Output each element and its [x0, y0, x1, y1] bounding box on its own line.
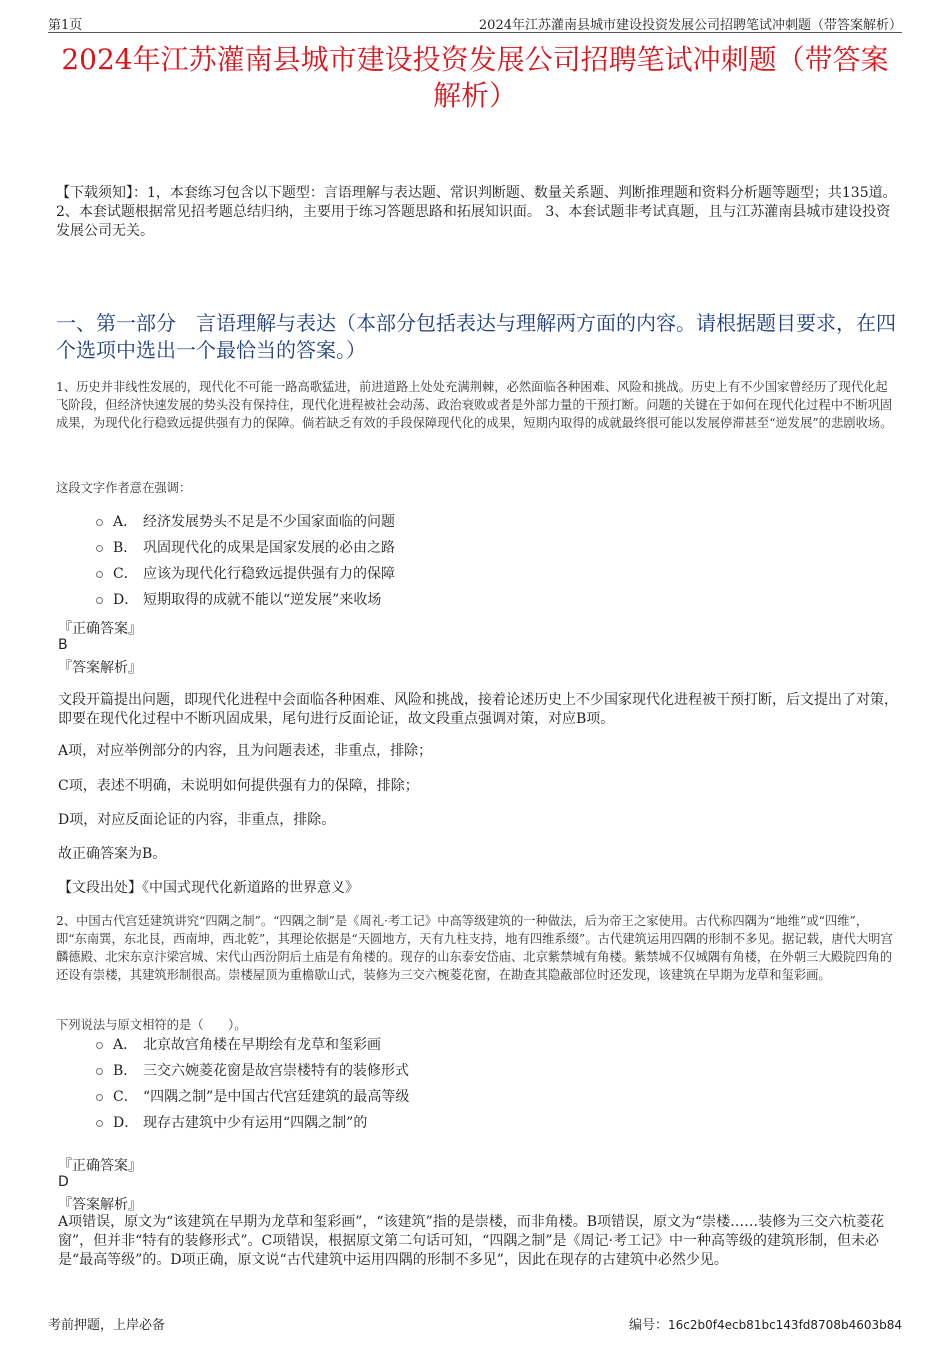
q2-analysis: A项错误，原文为“该建筑在早期为龙草和玺彩画”，“该建筑”指的是崇楼，而非角楼。B项错误，原文为“崇楼……装修为三交六杭菱花窗”，但并非“特有的装修形式”。C项错误，根据原文第二句话可知，“四隅之制”是《周记·考工记》中一种高等级的建筑形制，但未必是“最高等级”的。D项正确，原文说“古代建筑中运用四隅的形制不多见”，因此在现存的古建筑中必然少见。	[58, 1214, 885, 1268]
q1-analysis-a: A项，对应举例部分的内容，且为问题表述，非重点，排除；	[58, 743, 433, 759]
header-doc-title: 2024年江苏灌南县城市建设投资发展公司招聘笔试冲刺题（带答案解析）	[478, 18, 902, 33]
q1-answer-label: 『正确答案』	[58, 621, 142, 637]
page-title: 2024年江苏灌南县城市建设投资发展公司招聘笔试冲刺题（带答案解析）	[61, 43, 889, 112]
footer-code-value: 16c2b0f4ecb81bc143fd8708b4603b84	[667, 1318, 902, 1332]
header-page-number: 第1页	[48, 18, 83, 33]
footer-code-label: 编号：	[628, 1318, 668, 1333]
radio-icon[interactable]	[96, 545, 103, 552]
q1-option-b[interactable]: B． 巩固现代化的成果是国家发展的必由之路	[96, 537, 395, 557]
q1-analysis-para: 文段开篇提出问题，即现代化进程中会面临各种困难、风险和挑战，接着论述历史上不少国家现代化进程被干预打断，后文提出了对策，即要在现代化过程中不断巩固成果，尾句进行反面论证，故文段重点强调对策，对应B项。	[58, 692, 898, 727]
q2-analysis-label: 『答案解析』	[58, 1197, 142, 1213]
q2-option-b[interactable]: B． 三交六婉菱花窗是故宫崇楼特有的装修形式	[96, 1060, 409, 1080]
q1-answer: B	[58, 637, 68, 653]
radio-icon[interactable]	[96, 1120, 103, 1127]
radio-icon[interactable]	[96, 1094, 103, 1101]
radio-icon[interactable]	[96, 597, 103, 604]
footer-code	[629, 1314, 902, 1333]
q1-option-d[interactable]: D． 短期取得的成就不能以“逆发展”来收场	[96, 589, 381, 609]
section-heading: 一、第一部分 言语理解与表达（本部分包括表达与理解两方面的内容。请根据题目要求，在四个选项中选出一个最恰当的答案。）	[56, 311, 896, 362]
q2-option-d[interactable]: D． 现存古建筑中少有运用“四隅之制”的	[96, 1112, 367, 1132]
radio-icon[interactable]	[96, 1068, 103, 1075]
q1-conclusion: 故正确答案为B。	[58, 846, 167, 862]
q1-option-a[interactable]: A． 经济发展势头不足是不少国家面临的问题	[96, 511, 395, 531]
q1-analysis-c: C项，表述不明确，未说明如何提供强有力的保障，排除；	[58, 778, 419, 794]
q1-option-c[interactable]: C． 应该为现代化行稳致远提供强有力的保障	[96, 563, 395, 583]
q2-stem: 2、中国古代宫廷建筑讲究“四隅之制”。“四隅之制”是《周礼·考工记》中高等级建筑的一种做法，后为帝王之家使用。古代称四隅为“地维”或“四维”，即“东南巽，东北艮，西南坤，西北乾”，其理论依据是“天圆地方，天有九柱支持，地有四维系缀”。古代建筑运用四隅的形制不多见。据记载，唐代大明宫麟德殿、北宋东京汴梁宫城、宋代山西汾阴后土庙是有角楼的。现存的山东泰安岱庙、北京紫禁城有角楼。紫禁城不仅城隅有角楼，在外朝三大殿院四角的还设有崇楼，其建筑形制很高。崇楼屋顶为重檐歇山式，装修为三交六椀菱花窗，在勘查其隐蔽部位时还发现，该建筑在早期为龙草和玺彩画。	[56, 914, 893, 982]
q2-answer-label: 『正确答案』	[58, 1158, 142, 1174]
q2-prompt: 下列说法与原文相符的是（ ）。	[56, 1018, 247, 1032]
q1-source: 【文段出处】《中国式现代化新道路的世界意义》	[58, 880, 359, 896]
q1-stem: 1、历史并非线性发展的，现代化不可能一路高歌猛进，前进道路上处处充满荆棘，必然面临各种困难、风险和挑战。历史上有不少国家曾经历了现代化起飞阶段，但经济快速发展的势头没有保持住，现代化进程被社会动荡、政治衰败或者是外部力量的干预打断。问题的关键在于如何在现代化过程中不断巩固成果，为现代化行稳致远提供强有力的保障。倘若缺乏有效的手段保障现代化的成果，短期内取得的成就最终很可能以发展停滞甚至“逆发展”的悲剧收场。	[56, 380, 893, 430]
radio-icon[interactable]	[96, 1042, 103, 1049]
q2-option-a[interactable]: A． 北京故宫角楼在早期绘有龙草和玺彩画	[96, 1034, 381, 1054]
q1-prompt: 这段文字作者意在强调：	[56, 481, 192, 495]
radio-icon[interactable]	[96, 519, 103, 526]
footer-slogan: 考前押题，上岸必备	[48, 1318, 166, 1333]
q1-analysis-d: D项，对应反面论证的内容，非重点，排除。	[58, 812, 336, 828]
radio-icon[interactable]	[96, 571, 103, 578]
q2-answer: D	[58, 1174, 69, 1190]
header-rule	[48, 32, 902, 33]
q2-option-c[interactable]: C． “四隅之制”是中国古代宫廷建筑的最高等级	[96, 1086, 409, 1106]
download-notice: 【下载须知】：1，本套练习包含以下题型：言语理解与表达题、常识判断题、数量关系题、判断推理题和资料分析题等题型；共135道。 2、本套试题根据常见招考题总结归纳，主要用于练习答题思路和拓展知识面。 3、本套试题非考试真题，且与江苏灌南县城市建设投资发展公司无关。	[56, 185, 897, 239]
q1-analysis-label: 『答案解析』	[58, 660, 142, 676]
